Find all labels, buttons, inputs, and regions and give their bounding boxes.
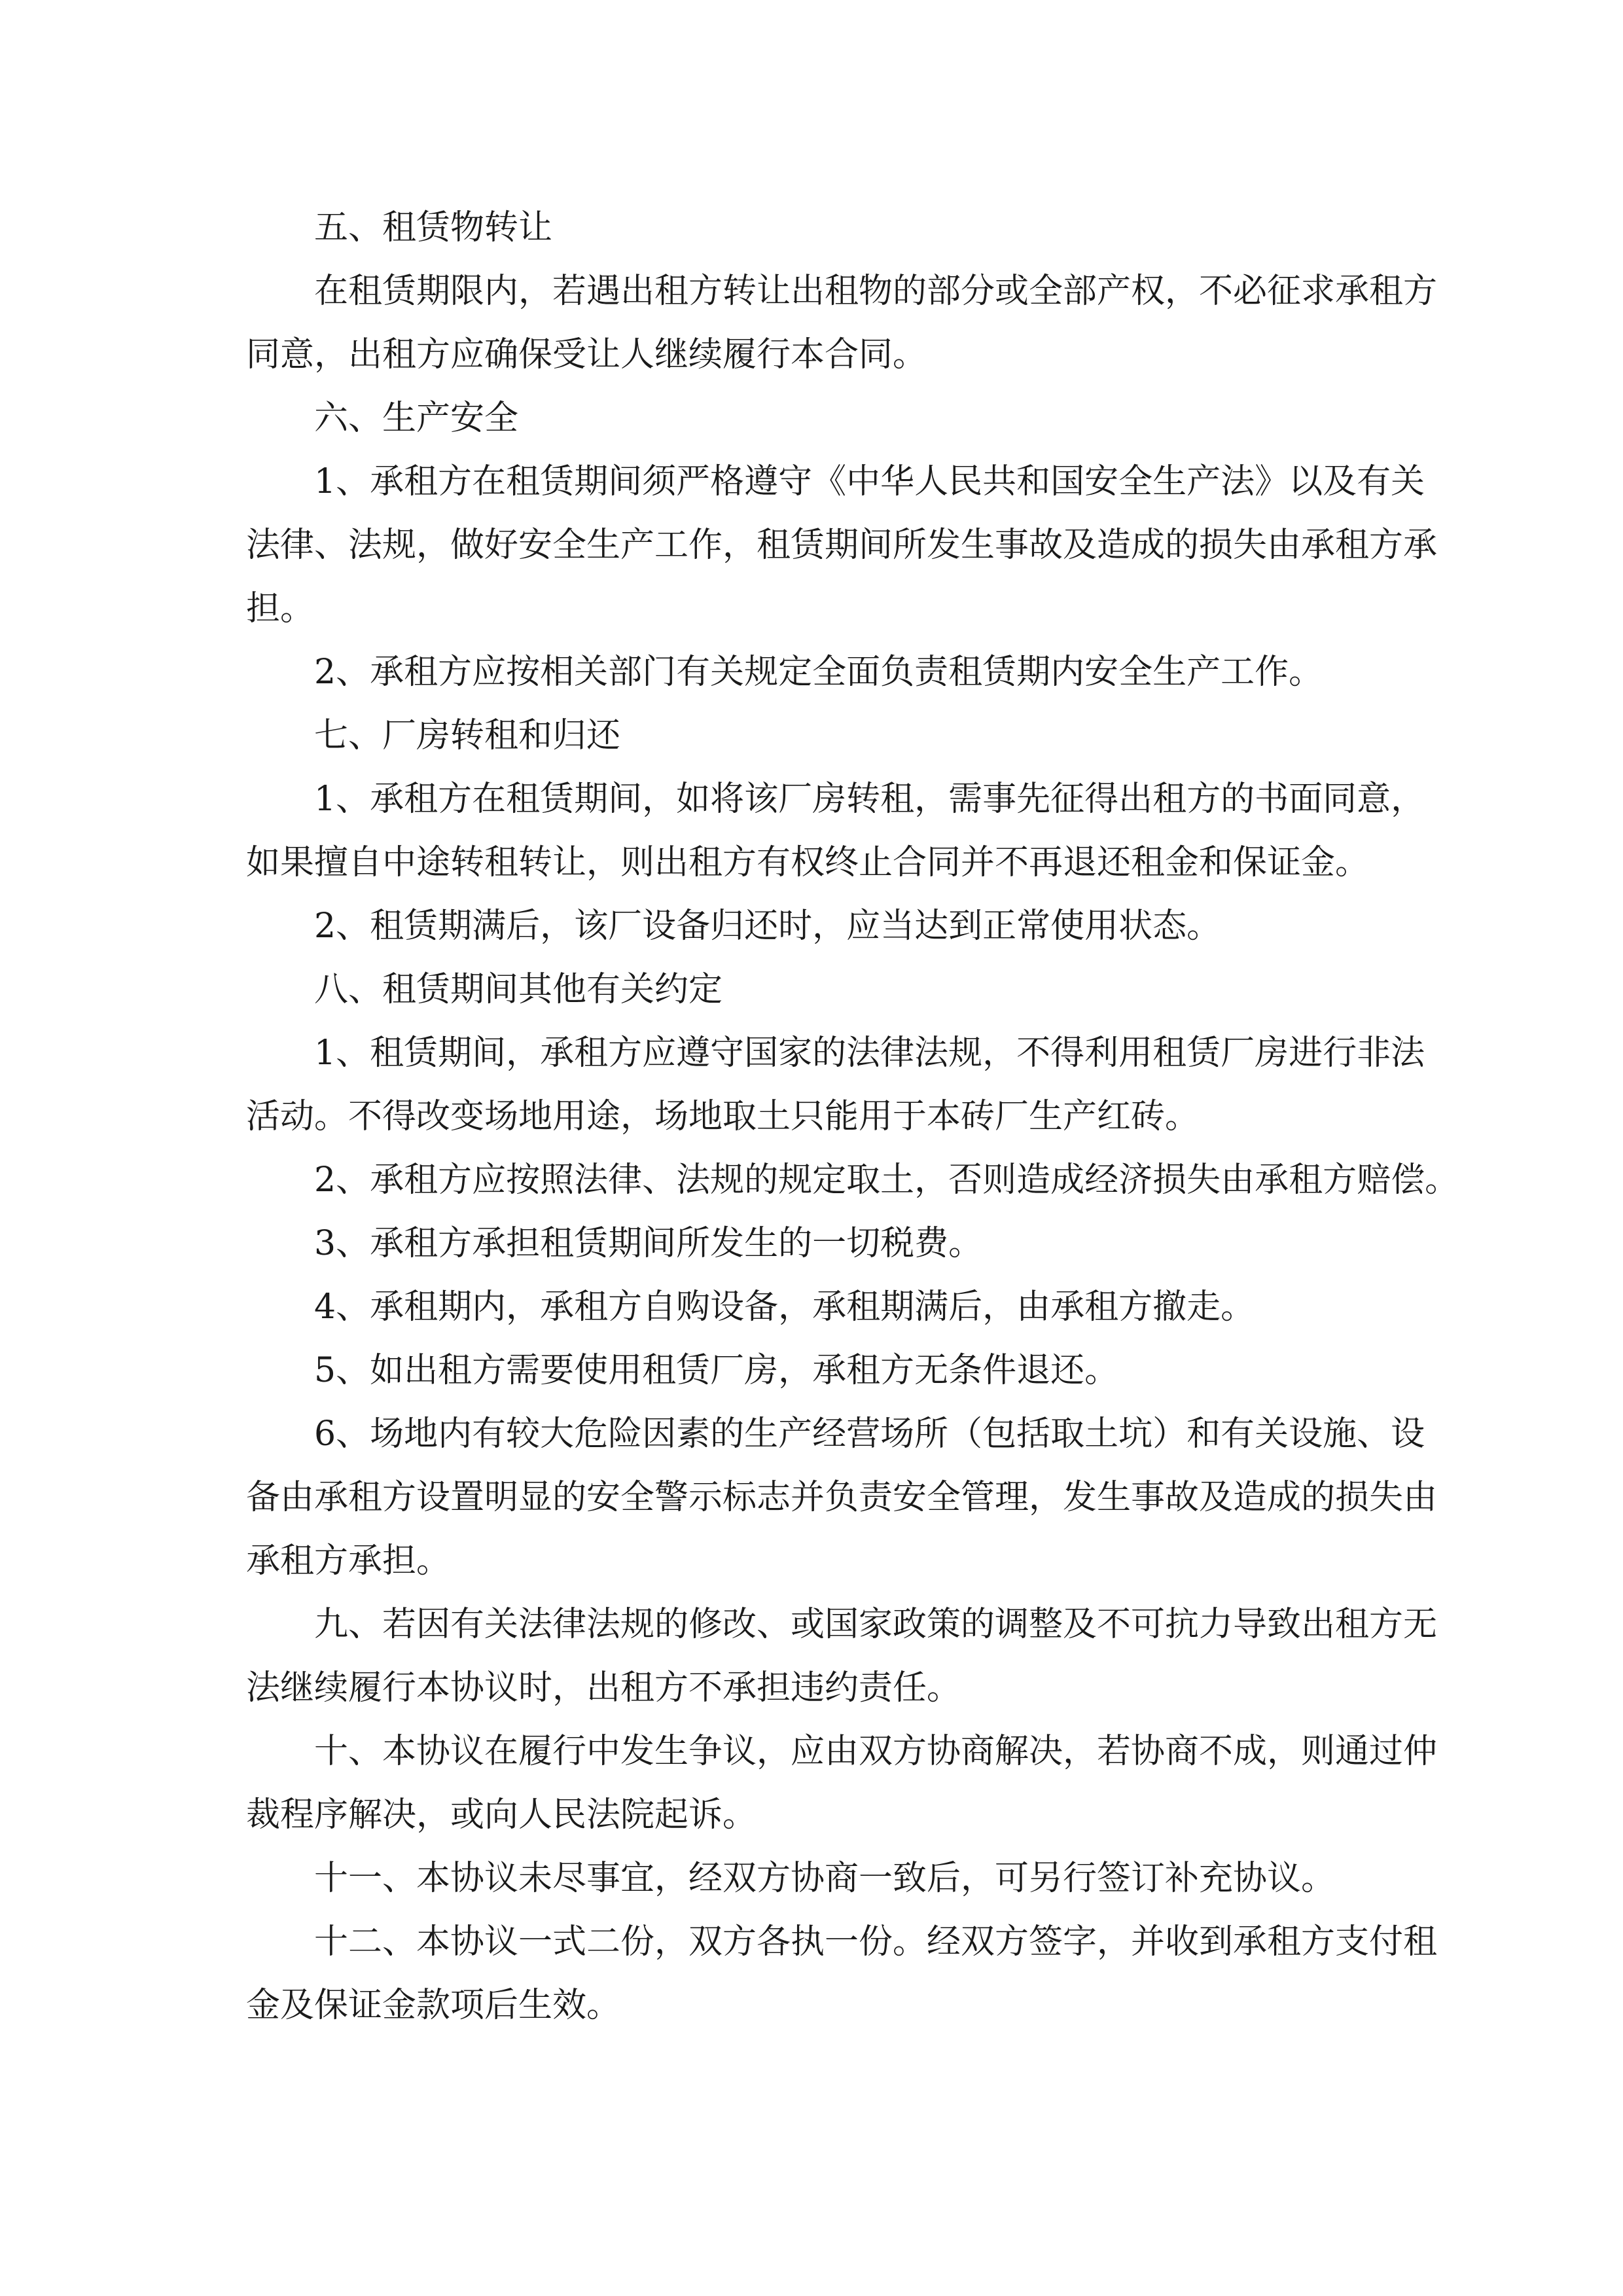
paragraph-line: 十一、本协议未尽事宜，经双方协商一致后，可另行签订补充协议。: [314, 1859, 1336, 1898]
paragraph-line: 担。: [246, 589, 315, 628]
paragraph-line: 活动。不得改变场地用途，场地取土只能用于本砖厂生产红砖。: [246, 1097, 1200, 1136]
paragraph-line: 法继续履行本协议时，出租方不承担违约责任。: [246, 1668, 961, 1708]
paragraph-line: 在租赁期限内，若遇出租方转让出租物的部分或全部产权，不必征求承租方: [314, 272, 1438, 311]
paragraph-line: 十二、本协议一式二份，双方各执一份。经双方签字，并收到承租方支付租: [314, 1922, 1438, 1962]
paragraph-line: 裁程序解决，或向人民法院起诉。: [246, 1795, 757, 1835]
paragraph-line: 同意，出租方应确保受让人继续履行本合同。: [246, 335, 927, 374]
paragraph-line: 备由承租方设置明显的安全警示标志并负责安全管理，发生事故及造成的损失由: [246, 1478, 1438, 1517]
paragraph-line: 4、承租期内，承租方自购设备，承租期满后，由承租方撤走。: [314, 1287, 1255, 1327]
paragraph-line: 1、承租方在租赁期间须严格遵守《中华人民共和国安全生产法》以及有关: [314, 462, 1425, 501]
paragraph-line: 十、本协议在履行中发生争议，应由双方协商解决，若协商不成，则通过仲: [314, 1732, 1438, 1771]
paragraph-line: 6、场地内有较大危险因素的生产经营场所（包括取土坑）和有关设施、设: [314, 1414, 1425, 1454]
section-heading-5: 五、租赁物转让: [314, 208, 553, 247]
section-heading-8: 八、租赁期间其他有关约定: [314, 970, 723, 1009]
paragraph-line: 2、承租方应按相关部门有关规定全面负责租赁期内安全生产工作。: [314, 653, 1323, 692]
paragraph-line: 九、若因有关法律法规的修改、或国家政策的调整及不可抗力导致出租方无: [314, 1605, 1438, 1644]
section-heading-7: 七、厂房转租和归还: [314, 716, 621, 755]
document-page: [246, 196, 1459, 2037]
section-heading-6: 六、生产安全: [314, 399, 519, 438]
paragraph-line: 1、承租方在租赁期间，如将该厂房转租，需事先征得出租方的书面同意，: [314, 780, 1425, 819]
paragraph-line: 如果擅自中途转租转让，则出租方有权终止合同并不再退还租金和保证金。: [246, 843, 1370, 882]
paragraph-line: 2、承租方应按照法律、法规的规定取土，否则造成经济损失由承租方赔偿。: [314, 1160, 1459, 1200]
paragraph-line: 1、租赁期间，承租方应遵守国家的法律法规，不得利用租赁厂房进行非法: [314, 1033, 1425, 1073]
paragraph-line: 2、租赁期满后，该厂设备归还时，应当达到正常使用状态。: [314, 906, 1221, 946]
paragraph-line: 5、如出租方需要使用租赁厂房，承租方无条件退还。: [314, 1351, 1119, 1390]
paragraph-line: 承租方承担。: [246, 1541, 451, 1581]
paragraph-line: 法律、法规，做好安全生产工作，租赁期间所发生事故及造成的损失由承租方承: [246, 526, 1438, 565]
paragraph-line: 3、承租方承担租赁期间所发生的一切税费。: [314, 1224, 983, 1263]
paragraph-line: 金及保证金款项后生效。: [246, 1986, 621, 2025]
